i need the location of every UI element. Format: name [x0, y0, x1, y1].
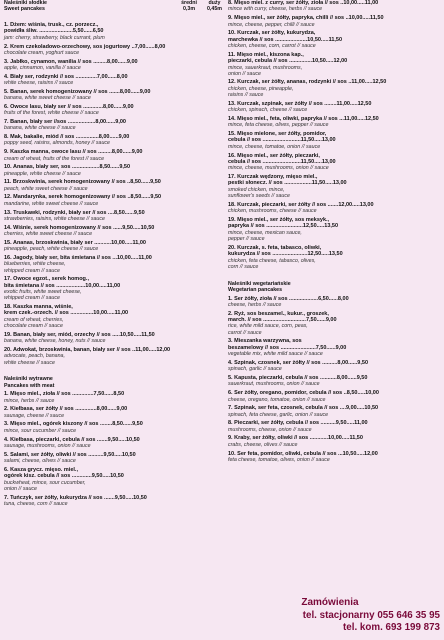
menu-item-polish: 15. Mięso mielone, ser żółty, pomidor, cebula // sos .........................11,50.....13,00 [228, 131, 336, 144]
menu-item-polish: 13. Truskawki, rodzynki, biały ser // sos ....8,50......9,50 [4, 209, 145, 216]
menu-item [4, 119, 222, 132]
menu-item-english: chocolate cream, yoghurt sauce [4, 49, 80, 56]
menu-item-polish: 9. Mięso miel., ser żółty, papryka, chilli // sos ..10,00.....11,50 [228, 15, 384, 22]
menu-item [228, 15, 440, 28]
menu-item-polish: 6. Ser żółty, oregano, pomidor, cebula // sos ..8,50.....10,00 [228, 390, 379, 397]
veg-header [228, 281, 440, 296]
menu-item-english: chicken, spinach, cheese // sauce [228, 107, 308, 114]
menu-item [228, 0, 440, 13]
menu-item-english: mince, cheese, mexican sauce, pepper // sauce [228, 229, 302, 243]
menu-item [228, 451, 440, 464]
menu-item [4, 467, 222, 492]
phone-landline: tel. stacjonarny 055 646 35 95 [302, 610, 440, 621]
menu-item [228, 390, 440, 403]
menu-item [4, 495, 222, 508]
menu-item-english: cheese, herbs // sauce [228, 301, 282, 308]
menu-item-english: mince, sauerkraut, mushrooms, onion // sauce [228, 64, 303, 77]
menu-item-polish: 20. Adwokat, brzoskwinia, banan, biały ser // sos ..11,00.....12,00 [4, 346, 171, 353]
menu-item-english: jam: cherry, strawberry, black currant, plum [4, 34, 105, 41]
menu-item-english: feta cheese, tomatoe, olives, onion // sauce [228, 456, 330, 463]
menu-item-polish: 10. Ser feta, pomidor, oliwki, cebula // sos ...10,50.....12,00 [228, 450, 378, 457]
size-header [181, 0, 222, 13]
menu-item-polish: 7. Banan, biały ser //sos ..................8,00......9,00 [4, 118, 126, 125]
menu-item-english: buckwheat, mince, sour cucumber, onion // sauce [4, 479, 86, 492]
menu-item-english: cream of wheat, fruits of the forest // sauce [4, 155, 105, 162]
phone-mobile: tel. kom. 693 199 873 [343, 622, 440, 633]
menu-item [228, 360, 440, 373]
menu-item-polish: 3. Jabłko, cynamon, wanilia // sos .........8,00......9,00 [4, 58, 138, 65]
menu-item-english: apple, cinnamon, vanilla // sauce [4, 65, 81, 71]
menu-item [4, 59, 222, 72]
menu-item [4, 89, 222, 102]
menu-item-english: sauerkraut, mushrooms, onion // sauce [228, 381, 320, 388]
menu-item-english: peach, white sweet cheese // sauce [4, 185, 88, 192]
menu-item [228, 311, 440, 336]
menu-item [4, 406, 222, 419]
sweet-list [4, 22, 222, 366]
menu-item [4, 421, 222, 434]
menu-item-polish: 19. Mięso miel., ser żółty, sos meksyk., papryka // sos ........................12,50.....13,50 [228, 216, 339, 230]
menu-item-polish: 9. Kaszka manna, owoce lasu // sos .........8,00......9,00 [4, 149, 143, 156]
menu-item-english: strawberries, raisins, white cheese // sauce [4, 215, 105, 222]
size-large-label: duży [208, 0, 221, 6]
menu-item-polish: 5. Salami, ser żółty, oliwki // sos ..........9,50.....10,50 [4, 451, 136, 458]
menu-item [228, 174, 440, 199]
menu-item [4, 104, 222, 117]
menu-item [4, 240, 222, 253]
menu-item [228, 101, 440, 114]
menu-item [4, 304, 222, 329]
menu-item-polish: 19. Banan, biały ser, miód, orzechy // sos .....10,50.....11,50 [4, 331, 155, 338]
order-title: Zamówienia [301, 597, 359, 608]
menu-item [228, 405, 440, 418]
sweet-title-en: Sweet pancakes [4, 6, 45, 13]
menu-item-english: sausage, mushrooms, onion // sauce [4, 442, 91, 449]
menu-item [228, 296, 440, 309]
meat-title-en: Pancakes with meat [4, 382, 55, 389]
menu-item [4, 452, 222, 465]
menu-item-english: mince, feta cheese, olives, pepper // sauce [228, 122, 329, 129]
left-column [4, 0, 222, 510]
menu-item-polish: 7. Szpinak, ser feta, czosnek, cebula // sos ....9,00.....10,50 [228, 405, 379, 412]
menu-item-polish: 11. Brzoskwinia, serek homogenizowany // sos ..8,50......9,50 [4, 179, 161, 186]
menu-item-polish: 10. Ananas, biały ser, sos ..................8,50......9,50 [4, 164, 131, 171]
veg-title-pl: Naleśniki wegetariańskie [228, 280, 291, 287]
menu-item [228, 131, 440, 150]
menu-item-polish: 2. Krem czekoladowo-orzechowy, sos jogurtowy ..7,00......8,00 [4, 43, 166, 50]
size-medium-value: 0,3m [182, 6, 196, 13]
menu-item [4, 194, 222, 207]
menu-item [228, 153, 440, 172]
menu-item-english: mandarine, white sweet cheese // sauce [4, 200, 99, 207]
menu-item [4, 179, 222, 192]
menu-item [4, 149, 222, 162]
menu-item [228, 30, 440, 49]
menu-item-english: chicken, feta cheese, tabasco, olives, corn // sauce [228, 257, 316, 270]
menu-item-english: cream of wheat, cherries, chocolate cream // sauce [4, 316, 64, 330]
menu-item-english: mushrooms, cheese, onion // sauce [228, 426, 312, 433]
menu-item-polish: 14. Mięso miel., feta, oliwki, papryka // sos ...11,00.....12,50 [228, 115, 379, 122]
menu-item-english: chicken, mushrooms, cheese // sauce [228, 208, 317, 215]
menu-item-polish: 13. Kurczak, szpinak, ser żółty // sos ........11,00.....12,50 [228, 100, 372, 107]
menu-item-english: cherries, white sweet cheese // sauce [4, 231, 93, 238]
size-medium-label: średni [181, 0, 197, 6]
menu-item [228, 245, 440, 270]
menu-item-english: fruits of the forest, white cheese // sauce [4, 110, 99, 117]
menu-item-english: mince, cheese, tomatoe, onion // sauce [228, 143, 321, 150]
sweet-title-pl: Naleśniki słodkie [4, 0, 47, 6]
menu-item-polish: 16. Mięso miel., ser żółty, pieczarki, cebula // sos .........................11,50.....13,00 [228, 152, 336, 165]
sweet-header [4, 0, 222, 22]
menu-item-polish: 4. Kiełbasa, pieczarki, cebula // sos .......9,50.....10,50 [4, 436, 140, 443]
menu-item-polish: 20. Kurczak, s. feta, tabasco, oliwki, kukurydza // sos .......................12,50.....13,50 [228, 244, 343, 258]
menu-item-polish: 16. Jagody, biały ser, bita śmietana // sos ...10,00.....11,00 [4, 254, 152, 261]
menu-item-polish: 2. Kiełbasa, ser żółty // sos ..............8,00......9,00 [4, 406, 128, 413]
menu-item [4, 210, 222, 223]
menu-item-polish: 4. Szpinak, czosnek, ser żółty // sos ..........8,00......9,50 [228, 359, 369, 366]
menu-item [228, 420, 440, 433]
menu-item-polish: 3. Mieszanka warzywna, sos beszamelowy // sos .......................7,50......9,00 [228, 338, 347, 351]
menu-item-english: chicken, cheese, pineapple, raisins // sauce [228, 85, 294, 99]
menu-item-english: mince, herbs // sauce [4, 397, 55, 404]
size-large-value: 0,45m [206, 6, 222, 13]
menu-item-english: crabs, cheese, olives // sauce [228, 441, 298, 448]
menu-item [4, 22, 222, 41]
menu-item-english: vegetable mix, white mild sauce // sauce [228, 351, 323, 358]
menu-item-english: advocate, peach, banana, white cheese // sauce [4, 353, 65, 366]
menu-item-polish: 1. Dżem: wiśnia, trusk., cz. porzecz., powidła śliw. ......................5,50......6,50 [4, 22, 104, 35]
menu-item-english: spinach, garlic // sauce [228, 366, 282, 373]
meat-title-pl: Naleśniki wytrawne [4, 376, 53, 383]
menu-item [228, 217, 440, 242]
menu-item-polish: 12. Mandarynka, serek homogenizowany // sos ..8,50......9,50 [4, 194, 162, 201]
menu-item-polish: 9. Kraby, ser żółty, oliwki // sos ............10,00.....11,50 [228, 435, 363, 442]
menu-item-polish: 6. Owoce lasu, biały ser // sos .............8,00......9,00 [4, 103, 134, 110]
menu-item [4, 225, 222, 238]
menu-item-polish: 1. Ser żółty, zioła // sos ...................6,50......8,00 [228, 295, 349, 302]
menu-item-english: mince, cheese, pepper, chilli // sauce [228, 21, 315, 28]
menu-item-english: tuna, cheese, corn // sauce [4, 500, 68, 507]
menu-item-english: poppy seed, raisins, almonds, honey // sauce [4, 140, 110, 147]
menu-item-english: smoked chicken, mince, sunflower's seeds // sauce [228, 186, 290, 200]
menu-item-polish: 5. Banan, serek homogenizowany // sos .......8,00......9,00 [4, 88, 151, 95]
menu-item-polish: 17. Kurczak wędzony, mięso miel., pestki słonecz. // sos ..................11,50.....13,00 [228, 174, 347, 187]
menu-item-polish: 14. Wiśnie, serek homogenizowany // sos ......9,50.....10,50 [4, 224, 155, 231]
meat-header [4, 376, 222, 391]
menu-item-english: pineapple, white cheese // sauce [4, 170, 81, 177]
menu-item-polish: 8. Pieczarki, ser żółty, cebula // sos ..........9,50.....11,00 [228, 420, 368, 427]
menu-item [4, 332, 222, 345]
menu-item-polish: 11. Mięso miel., kiszona kap., pieczarki, cebula // sos ...............10,50.....12,00 [228, 51, 348, 65]
menu-item-polish: 6. Kasza grycz. mięso. miel., ogórek kisz. cebula // sos .............9,50.....10,50 [4, 466, 124, 480]
menu-item [228, 338, 440, 357]
right-column [228, 0, 440, 466]
menu-item-polish: 18. Kurczak, pieczarki, ser żółty // sos .......12,00.....13,00 [228, 201, 374, 208]
menu-item-polish: 12. Kurczak, ser żółty, ananas, rodzynki // sos ..11,00.....12,50 [228, 79, 387, 86]
menu-item [4, 164, 222, 177]
menu-item-english: blueberries, white cheese, whipped cream // sauce [4, 261, 66, 274]
menu-item [228, 116, 440, 129]
menu-item-polish: 2. Ryż, sos beszamel., kukur., groszek, march. // sos ............................7,50......9,00 [228, 310, 337, 324]
menu-item-english: mince, sour cucumber // sauce [4, 427, 77, 434]
menu-item-english: banana, white cheese // sauce [4, 125, 76, 132]
menu-item-english: banana, white sweet cheese // sauce [4, 95, 91, 102]
menu-item-english: rice, white mild sauce, corn, peas, carrot // sauce [228, 323, 308, 336]
menu-item-polish: 17. Owoce egzot., serek homog., bita śmietana // sos ...................10,00.....11,00 [4, 276, 121, 289]
menu-item [228, 52, 440, 77]
menu-item [4, 255, 222, 274]
menu-item-english: cheese, oregano, tomatoe, onion // sauce [228, 396, 326, 403]
menu-item-polish: 18. Kaszka manna, wiśnie, krem czek.-orzech. // sos ...............10,00.....11,00 [4, 304, 129, 317]
menu-item-english: salami, cheese, olives // sauce [4, 458, 76, 465]
menu-item [4, 74, 222, 87]
menu-item [228, 375, 440, 388]
menu-item-polish: 8. Mięso miel. z curry, ser żółty, zioła // sos ..10,00.....11,00 [228, 0, 379, 6]
menu-item [4, 347, 222, 366]
order-footer [220, 597, 440, 634]
menu-item-polish: 3. Mięso miel., ogórek kiszony // sos ........8,50......9,50 [4, 421, 143, 428]
menu-item [228, 435, 440, 448]
menu-item-english: chicken, cheese, corn, carrot // sauce [228, 43, 316, 49]
menu-item-english: sausage, cheese // sauce [4, 412, 65, 419]
veg-list [228, 296, 440, 464]
menu-item-english: spinach, feta cheese, garlic, onion // sauce [228, 411, 329, 418]
menu-item [228, 79, 440, 98]
menu-item [4, 44, 222, 57]
menu-item-english: mince with curry, cheese, herbs // sauce [228, 6, 323, 13]
menu-item-polish: 7. Tuńczyk, ser żółty, kukurydza // sos .......9,50.....10,50 [4, 494, 147, 501]
menu-item [228, 202, 440, 215]
menu-item-english: white cheese, raisins // sauce [4, 80, 74, 87]
menu-item-polish: 4. Biały ser, rodzynki // sos ..............7,00......8,00 [4, 73, 128, 80]
menu-item-polish: 5. Kapusta, pieczarki, cebula // sos ...........8,00......9,50 [228, 375, 368, 382]
menu-item-english: exotic fruits, white sweet cheese, whipped cream // sauce [4, 289, 82, 302]
menu-item-english: banana, white cheese, honey, nuts // sauce [4, 338, 106, 345]
menu-item [4, 391, 222, 404]
menu-item-polish: 15. Ananas, brzoskwinia, biały ser ...........10,00.....11,00 [4, 239, 146, 246]
menu-item-english: pineapple, peach, white cheese // sauce [4, 246, 99, 253]
menu-item [4, 276, 222, 301]
menu-item-english: mince, cheese, mushrooms, onion // sauce [228, 165, 329, 172]
veg-title-en: Wegetarian pancakes [228, 286, 283, 293]
menu-item-polish: 8. Mak, bakalie, miód // sos ...............8,00......9,00 [4, 134, 130, 141]
menu-item-polish: 10. Kurczak, ser żółty, kukurydza, marchewka // sos .....................10,50.....11,50 [228, 30, 343, 43]
menu-item-polish: 1. Mięso miel., zioła // sos ..............7,50......8,50 [4, 391, 125, 398]
menu-item [4, 134, 222, 147]
meat-list [4, 391, 222, 507]
meat-cont-list [228, 0, 440, 270]
menu-item [4, 437, 222, 450]
